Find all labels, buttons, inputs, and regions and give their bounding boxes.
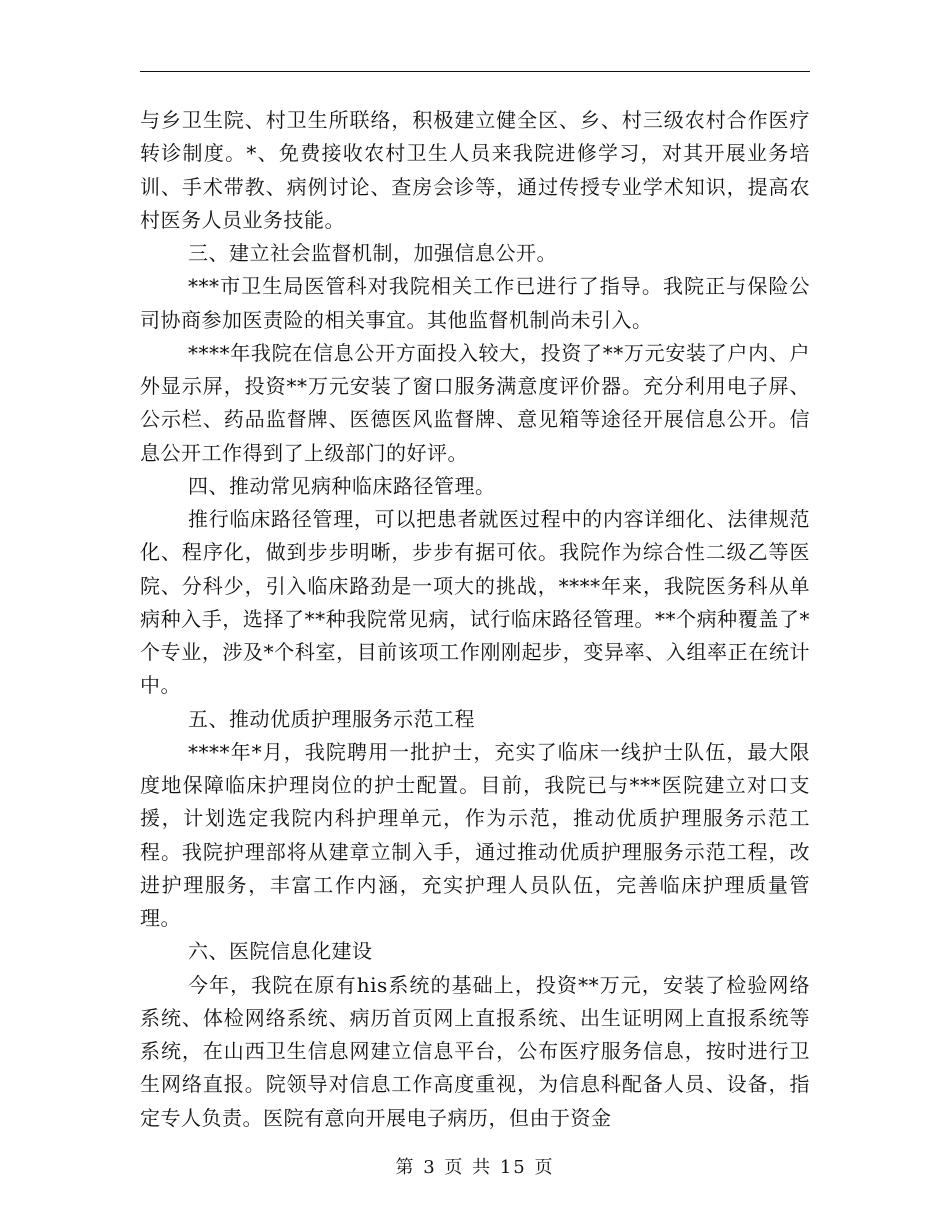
section-heading-6: 六、医院信息化建设	[188, 939, 373, 964]
header-rule	[140, 71, 810, 72]
section-heading-5: 五、推动优质护理服务示范工程	[188, 706, 475, 731]
paragraph: 今年，我院在原有his系统的基础上，投资**万元，安装了检验网络系统、体检网络系统、病历首页网上直报系统、出生证明网上直报系统等系统，在山西卫生信息网建立信息平台，公布医疗服务信息，按时进行卫生网络直报。院领导对信息工作高度重视，为信息科配备人员、设备，指定专人负责。医院有意向开展电子病历，但由于资金	[140, 972, 810, 1130]
page-footer	[0, 1153, 950, 1179]
paragraph-continuation: 与乡卫生院、村卫生所联络，积极建立健全区、乡、村三级农村合作医疗转诊制度。*、免费接收农村卫生人员来我院进修学习，对其开展业务培训、手术带教、病例讨论、查房会诊等，通过传授专业学术知识，提高农村医务人员业务技能。	[140, 108, 810, 232]
page-number: 第 3 页 共 15 页	[395, 1157, 555, 1178]
section-heading-4: 四、推动常见病种临床路径管理。	[188, 473, 496, 498]
paragraph: ****年*月，我院聘用一批护士，充实了临床一线护士队伍，最大限度地保障临床护理岗位的护士配置。目前，我院已与***医院建立对口支援，计划选定我院内科护理单元，作为示范，推动优质护理服务示范工程。我院护理部将从建章立制入手，通过推动优质护理服务示范工程，改进护理服务，丰富工作内涵，充实护理人员队伍，完善临床护理质量管理。	[140, 739, 810, 930]
paragraph: 推行临床路径管理，可以把患者就医过程中的内容详细化、法律规范化、程序化，做到步步明晰，步步有据可依。我院作为综合性二级乙等医院、分科少，引入临床路劲是一项大的挑战，****年来，我院医务科从单病种入手，选择了**种我院常见病，试行临床路径管理。**个病种覆盖了*个专业，涉及*个科室，目前该项工作刚刚起步，变异率、入组率正在统计中。	[140, 507, 810, 698]
paragraph: ***市卫生局医管科对我院相关工作已进行了指导。我院正与保险公司协商参加医责险的相关事宜。其他监督机制尚未引入。	[140, 274, 810, 332]
paragraph: ****年我院在信息公开方面投入较大，投资了**万元安装了户内、户外显示屏，投资**万元安装了窗口服务满意度评价器。充分利用电子屏、公示栏、药品监督牌、医德医风监督牌、意见箱等途径开展信息公开。信息公开工作得到了上级部门的好评。	[140, 340, 810, 465]
document-body	[140, 104, 810, 1135]
section-heading-3: 三、建立社会监督机制，加强信息公开。	[188, 241, 557, 265]
